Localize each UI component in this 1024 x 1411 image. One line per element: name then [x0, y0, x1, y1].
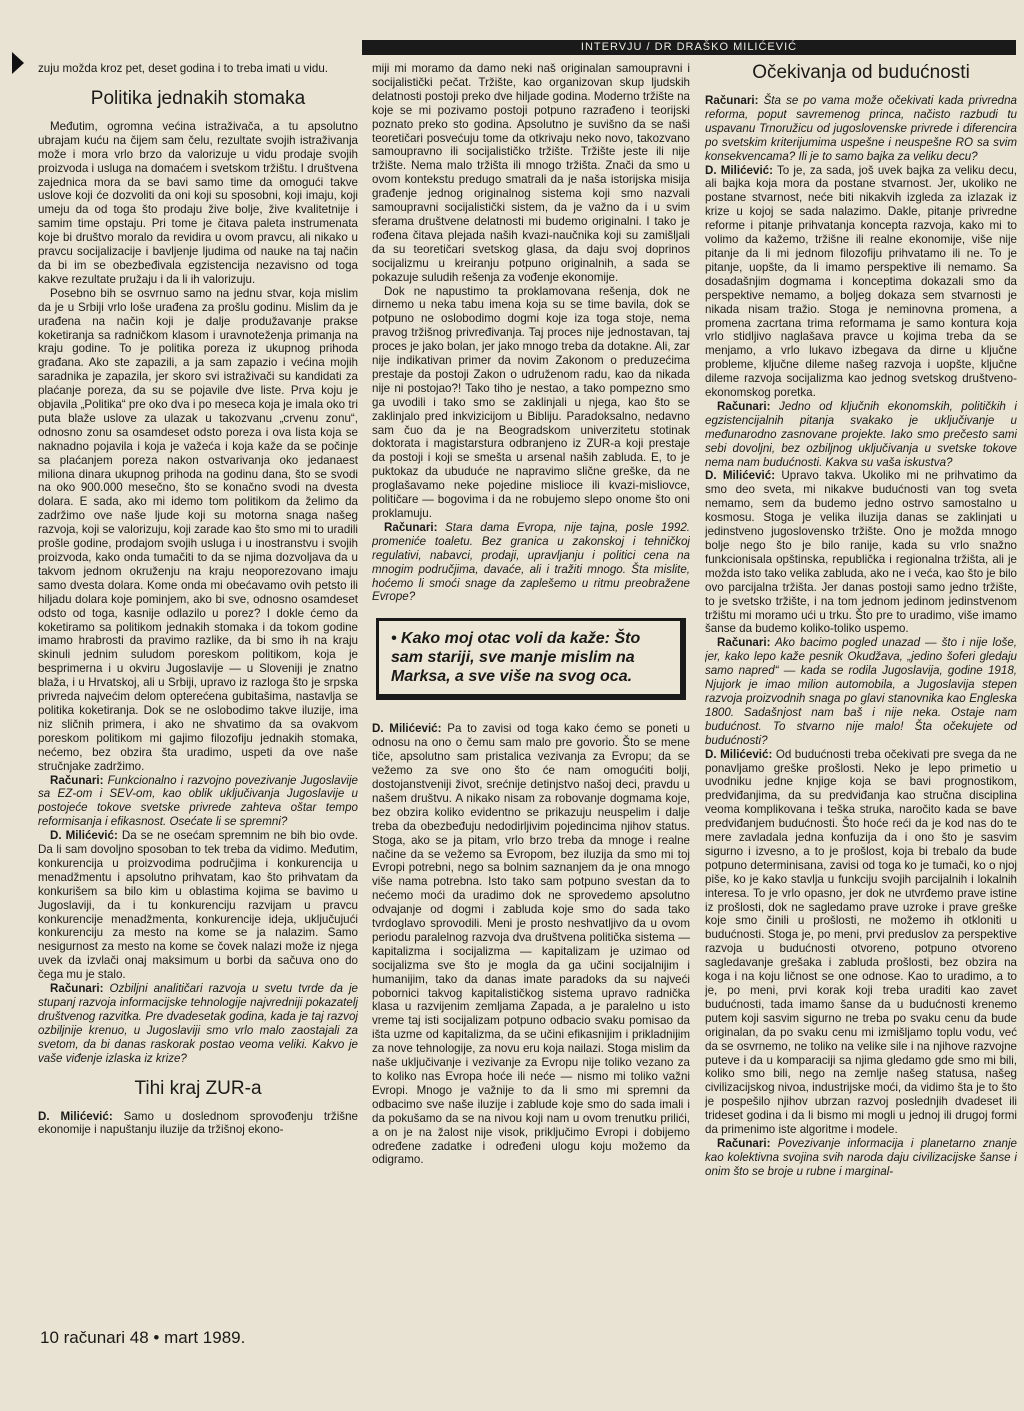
page-footer: 10 računari 48 • mart 1989. [40, 1328, 246, 1347]
section-header-bar: INTERVJU / DR DRAŠKO MILIĆEVIĆ [362, 40, 1016, 55]
paragraph: Međutim, ogromna većina istraživača, a tu apsolutno ubrajam kuću na čijem sam čelu, rezultate svojih istraživanja može i mora vrlo brzo da valorizuje u vidu prodaje svojih proizvoda i usluga na domaćem i svetskom tržištu. I društvena zajednica mora da se bavi samo time da omogući takve uslove koji će dozvoliti da oni koji su sposobni, koji imaju, koji umeju da od toga što prodaju žive bolje, žive kvalitetnije i samim time opstaju. Pri tome je čitava paleta instrumenata koje bi društvo moralo da revidira u ovom pravcu, ali nikako u pravcu socijalizacije i bavljenje ljudima od nauke na taj način da bi im se obezbeđivala egzistencija nezavisno od toga kakve rezultate pružaju i da li ih valorizuju. [38, 119, 358, 286]
pull-quote: • Kako moj otac voli da kaže: Što sam stariji, sve manje mislim na Marksa, a sve više na svog oca. [376, 618, 686, 700]
answer-label: D. Milićević: [705, 163, 773, 177]
question: Računari: Funkcionalno i razvojno povezivanje Jugoslavije sa EZ-om i SEV-om, kao oblik uključivanja Jugoslavije u postojeće tokove svetske privrede zahteva oštar tempo reformisanja i efikasnost. Osećate li se spremni? [38, 773, 358, 829]
paragraph: miji mi moramo da damo neki naš originalan samoupravni i socijalistički pečat. Tržište, kao organizovan skup ljudskih delatnosti postoji preko dve hiljade godina. Moderno tržište na koje se mi pozivamo postoji potpuno razrađeno i teorijski poznato preko sto godina. Apsolutno je suvišno da se naši teoretičari posvećuju tome da otkrivaju neko novo, takozvano samoupravno ili socijalističko tržište. Tržište jeste ili nije tržište. Nema malo tržišta ili mnogo tržišta. Znači da smo u ovom kontekstu predugo smatrali da je naša istorijska misija građenje jednog originalnog sistema koji smo nazvali samoupravni socijalistički sistem, da je važno da i u svim sferama društvene delatnosti mi budemo originalni. I tako je rođena čitava plejada naših kvazi-naučnika koji su zamišljali da su teoretičari svetskog glasa, da daju svoj doprinos socijalizmu u kreiranju potpuno originalnih, a sada se pokazuje suludih rešenja za vođenje ekonomije. [372, 62, 690, 284]
question: Računari: Ako bacimo pogled unazad — što i nije loše, jer, kako lepo kaže pesnik Okudžava, „jedino šoferi gledaju samo napred“ — kada se rodila Jugoslavija, godine 1918, Njujork je imao milion automobila, a Jugoslavija stepen razvoja proizvodnih snaga po glavi stanovnika kao Engleska 1800. Sadašnjost nam baš i nije neka. Ostaje nam budućnost. To stvarno nije malo! Šta očekujete od budućnosti? [705, 636, 1017, 747]
answer-label: D. Milićević: [705, 469, 776, 483]
section-title-zur: Tihi kraj ZUR-a [134, 1077, 262, 1099]
answer: D. Milićević: Pa to zavisi od toga kako ćemo se poneti u odnosu na ono o čemu sam malo pre govorio. Što se mene tiče, apsolutno sam pristalica vezivanja za Evropu; da se vežemo za sve ono što će nam omogućiti bolji, dostojanstveniji život, srećnije detinjstvo našoj deci, pravdu u našem društvu. A nikako nisam za robovanje dogmama koje, bez obzira koliko evidentno se prikazuju neuspelim i dalje treba da obezbeđuju nedodirljivim pojedincima njihov status. Stoga, ako se ja pitam, vrlo brzo treba da mnoge i realne načine da se vežemo sa Evropom, bez iluzija da smo mi toj Evropi potrebni, nego sa bolnim saznanjem da je ona mnogo više nama potrebna. Isto tako sam potpuno svestan da to nećemo moći da uradimo dok ne sprovedemo apsolutno odvajanje od dogmi i zabluda koje smo do sada tako tvrdoglavo sprovodili. Meni je prosto neshvatljivo da u ovom periodu paralelnog razvoja dva društvena politička sistema — kapitalizma i socijalizma — kapitalizam je uzimao od socijalizma sve što je mogla da ga učini socijalnijim i humanijim, tako da danas imate paradoks da su najveći pobornici takvog kapitalističkog sistema upravo radnička klasa u razvijenim zemljama Zapada, a je paralelno u isto vreme taj isti socijalizam potpuno odbacio svaku pomisao da išta uzme od kapitalizma, da se učini efikasnijim i prikladnijim za nove tehnologije, za novu eru koja nailazi. Stoga mislim da naše uključivanje i vezivanje za Evropu nije toliko vezano za to koliko nas Evropa hoće ili neće — nismo mi toliko važni Evropi. Mnogo je važnije to da li smo mi spremni da odbacimo sve naše iluzije i zablude koje smo do sada imali i da pokušamo da se na nivou koji nam u ovom trenutku prilići, a on je na žalost nije visok, priključimo Evropi i dobijemo određene zadatke i određeni ulogu koju možemo da odigramo. [372, 722, 690, 1167]
question: Računari: Stara dama Evropa, nije tajna, posle 1992. promeniće toaletu. Bez granica u zakonskoj i tehničkoj regulativi, nabavci, prodaji, upravljanju i politici cena na mnogim područjima, davaće, ali i tražiti mnogo. Šta mislite, hoćemo li smoći snage da zaplešemo u ritmu preobražene Evrope? [372, 520, 690, 604]
question: Računari: Ozbiljni analitičari razvoja u svetu tvrde da je stupanj razvoja informacijske tehnologije najvredniji pokazatelj društvenog razvitka. Pre dvadesetak godina, kada je taj razvoj ozbiljnije krenuo, u Jugoslaviji smo vrlo malo zaostajali za svetom, da bi danas raskorak postao veoma veliki. Kakvo je vaše viđenje izlaska iz krize? [38, 982, 358, 1065]
question-label: Računari: [384, 520, 438, 534]
paragraph: Posebno bih se osvrnuo samo na jednu stvar, koja mislim da je u Srbiji vrlo loše urađena za prošlu godinu. Mislim da je urađena na način koji je dalje produžavanje prakse koketiranja sa radničkom klasom i uravnoteženja primanja na kraju godine. To je politika poreza iz ukupnog prihoda građana. Ako ste zapazili, a ja sam zapazio i većina mojih saradnika je zapazila, jer skoro svi istraživači su kandidati za plaćanje poreza, da su se pojavile dve liste. Prva koju je objavila „Politika“ pre oko dva i po meseca koja je imala oko tri puta blaže uslove za ulazak u takozvanu „crvenu zonu“, odnosno zonu sa osamdeset odsto poreza i ova lista koja se naknadno pojavila i koja je važeća i koja kaže da se počinje sa plaćanjem poreza nakon ostvarivanja oko jedanaest miliona dinara ukupnog prihoda na godinu dana, što se svodi na oko 900.000 mesečno, što se konačno svodi na dvesta dolara. E sada, ako mi idemo tom politikom da želimo da zadržimo ove naše ljude koji su motorna snaga našeg razvoja, koji se valorizuju, koji zarade kao što smo mi to uradili prošle godine, prodajom svojih usluga i u inostranstvu i svojih proizvoda, kako onda tumačiti to da se njima dozvoljava da u takvom jednom okruženju na kraju neoporezovano imaju samo dvesta dolara. Kome onda mi obećavamo ovih petsto ili hiljadu dolara koje pominjem, ako bi sve, odnosno osamdeset odsto od toga, kasnije odlazilo u porez? I dokle ćemo da koketiramo sa politikom jednakih stomaka i da tokom godine imamo hrabrosti da pravimo razlike, da bi smo ih na kraju skinuli jednim suludom poreskom politikom, koja je besprimerna i u okviru Jugoslavije — u Sloveniji je znatno blaža, i u Hrvatskoj, ali u Srbiji, upravo iz razloga što je srpska privreda najvećim delom opterećena gubitašima, nastavlja se politika koketiranja. Dok se ne oslobodimo takve iluzije, ima niz sličnih primera, i ako ne shvatimo da sa ovakvom poreskom politikom mi gajimo filozofiju jednakih stomaka, nećemo, bez obzira šta uradimo, uspeti da ove naše stručnjake zadržimo. [38, 286, 358, 773]
question-label: Računari: [705, 94, 759, 107]
answer: D. Milićević: Od budućnosti treba očekivati pre svega da ne ponavljamo greške prošlosti. Neko je lepo primetio u uvodniku jedne knjige koja se bavi prognostikom, predviđanjima, da su predviđanja kao stručna disciplina veoma komplikovana i teška struka, naročito kada se bave predviđanjem budućnosti. Što hoće reći da je kod nas do te mere zavladala jedna konfuzija da i ono što je sasvim sigurno i izvesno, a to je prošlost, koja bi trebalo da bude potpuno determinisana, zavisi od toga ko je tumači, ko o njoj piše, ko je kako stavlja u funkciju svojih parcijalnih i lokalnih interesa. To je vrlo opasno, jer dok ne utvrđemo prave istine iz prošlosti, dok ne sagledamo prave uzroke i prave greške koje smo činili u prošlosti, ne možemo ih otkloniti u budućnosti. Stoga je, po meni, prvi preduslov za perspektive razvoja u budućnosti otvoreno, potpuno otvoreno sagledavanje grešaka i zabluda prošlosti, bez obzira na koga i na koju ličnost se one odnose. Kao to uradimo, a to je, po meni, prvi korak koji treba uraditi kao zavet budućnosti, tada imamo šanse da u budućnosti krenemo putem koji sasvim sigurno ne treba po svaku cenu da bude originalan, da po svaku cenu mi izmišljamo toplu vodu, već da se osvrnemo, ne toliko na velike sile i na njihove razvojne puteve i da u komparaciji sa njima gledamo gde smo mi bili, koliko smo bili, nego na zemlje našeg statusa, našeg civilizacijskog nivoa, industrijske moći, da vidimo šta je to što je pospešilo njihov ubrzan razvoj poslednjih dvadeset ili trideset godina i da li bismo mi mogli u jednoj ili drugoj formi da primenimo iste algoritme i modele. [705, 747, 1017, 1137]
question: Računari: Šta se po vama može očekivati kada privredna reforma, poput savremenog princa, načisto razbudi tu uspavanu Trnoružicu od jugoslovenske privrede i diferencira po svetskim kriterijumima uspešne i neuspešne RO sa svim konsekvencama? Ili je to samo bajka za veliku decu? [705, 94, 1017, 163]
answer: D. Milićević: Da se ne osećam spremnim ne bih bio ovde. Da li sam dovoljno sposoban to tek treba da vidimo. Međutim, konkurencija u proizvodima područjima i konkurencija u menadžmentu i apsolutno prihvatam, kao što prihvatam da konkurišem sa bilo kim u oblastima kojima se bavimo u Jugoslaviji, da i tu konkurenciju razvijam u pravcu konkurencije menadžmenta, konkurencije ideja, uključujući konkurenciju za mesto na kome se ja nalazim. Samo nesigurnost za mesto na kome se čovek nalazi može iz njega uvek da izvlači onaj maksimum u borbi da sačuva ono do čega mu je stalo. [38, 829, 358, 982]
lead-text: zuju možda kroz pet, deset godina i to treba imati u vidu. [38, 62, 329, 75]
answer: D. Milićević: Upravo takva. Ukoliko mi ne prihvatimo da smo deo sveta, mi nikakve budućnosti van tog sveta nemamo, sem da budemo jedno ostrvo samostalno u kosmosu. Stoga je velika iluzija danas se zaklinjati u jedinstveno jugoslovensko tržište. Ono je možda mnogo bolje nego što je bilo ranije, kada su vrlo snažno funkcionisala opštinska, republička i regionalna tržišta, ali je možda isto tako velika zabluda, ako ne i veća, kao što je bilo ovo parcijalna tržišta. Jer danas postoji samo jedno tržište, to je svetsko tržište, i na tom jednom jedinom jedinstvenom tržištu mi moramo ući u trku. Što pre to uradimo, više imamo šanse da budemo koliko-toliko uspemo. [705, 469, 1017, 636]
column-2 [372, 62, 690, 1317]
question-label: Računari: [717, 636, 771, 650]
column-3 [705, 62, 1017, 1317]
question: Računari: Povezivanje informacija i planetarno znanje kao kolektivna svojina svih naroda daju civilizacijske šanse i onim što se broje u rubne i marginal- [705, 1136, 1017, 1178]
question: Računari: Jedno od ključnih ekonomskih, političkih i egzistencijalnih pitanja svakako je uključivanje u međunarodno zasnovane projekte. Iako smo prečesto sami sebi dovoljni, bez ozbiljnog uključivanja u svetske tokove nema nam budućnosti. Kakva su vaša iskustva? [705, 399, 1017, 469]
question-label: Računari: [50, 982, 104, 996]
question-label: Računari: [50, 773, 104, 787]
paragraph: Dok ne napustimo ta proklamovana rešenja, dok ne dirnemo u neka tabu imena koja su se time bavila, dok se potpuno ne oslobodimo dogmi koje iza toga stoje, nema pravog tržišnog privređivanja. Taj proces nije jednostavan, taj proces je jako bolan, jer jako mnogo treba da dotakne. Ali, zar nije indikativan primer da novim Zakonom o preduzećima prestaje da postoji Zakon o udruženom radu, kao da nikada nije ni postojao?! Tako tiho je nestao, a tako pompezno smo ga uvodili i tako smo se zaklinjali u njega, kao što se zaklinjalo pred inkvizicijom u Bibliju. Paradoksalno, nedavno sam čuo da je na Beogradskom univerzitetu stotinak doktorata i magistarstura odbranjeno iz ZUR-a koji prestaje da postoji i koji se smešta u arsenal naših zabluda. E, to je puktokaz da ubuduće ne napravimo slične greške, da ne proglašavamo neke pojedine mislioce ili kvazi-misliovce, političare — bogovima i da ne robujemo slepo onome što oni proklamuju. [372, 284, 690, 520]
column-1 [38, 62, 358, 1317]
answer-label: D. Milićević: [372, 722, 442, 736]
answer-label: D. Milićević: [50, 829, 118, 843]
question-label: Računari: [717, 399, 771, 413]
answer: D. Milićević: Samo u doslednom sprovođenju tržišne ekonomije i napuštanju iluzije da tržišnoj ekono- [38, 1109, 358, 1137]
answer-label: D. Milićević: [38, 1109, 113, 1123]
answer-label: D. Milićević: [705, 747, 773, 761]
section-title-politika: Politika jednakih stomaka [90, 87, 306, 109]
section-title-ocekivanja: Očekivanja od budućnosti [752, 62, 970, 83]
answer: D. Milićević: To je, za sada, još uvek bajka za veliku decu, ali bajka koja mora da postane stvarnost. Jer, ukoliko ne postane stvarnost, neće biti nikakvih izgleda za izlazak iz krize u kojoj se sada nalazimo. Dakle, pitanje privredne reforme i pitanje prihvatanja koncepta razvoja, kako mi to volimo da kažemo, tržišne ili realne ekonomije, više nije pitanje da li mi jednom filozofiju prihvatamo ili ne. To je pitanje, uopšte, da li imamo perspektive ili nemamo. Sa dosadašnjim dogmama i konceptima dokazali smo da perspektive nemamo, a boljeg dokaza sem stvarnosti je nikada nisam tražio. Stoga je neminovna promena, a promena zacrtana trima reformama je samo kontura koja vrlo stidljivo naglašava pravce u kojima treba da se menjamo, a vrlo lukavo izbegava da dirne u ključne probleme, ključne dileme našeg razvoja i uopšte, ključne dileme razvoja socijalizma kao jednog svetskog društveno-ekonomskog poretka. [705, 163, 1017, 400]
question-label: Računari: [717, 1136, 771, 1150]
page-edge-marker-icon [12, 52, 24, 74]
